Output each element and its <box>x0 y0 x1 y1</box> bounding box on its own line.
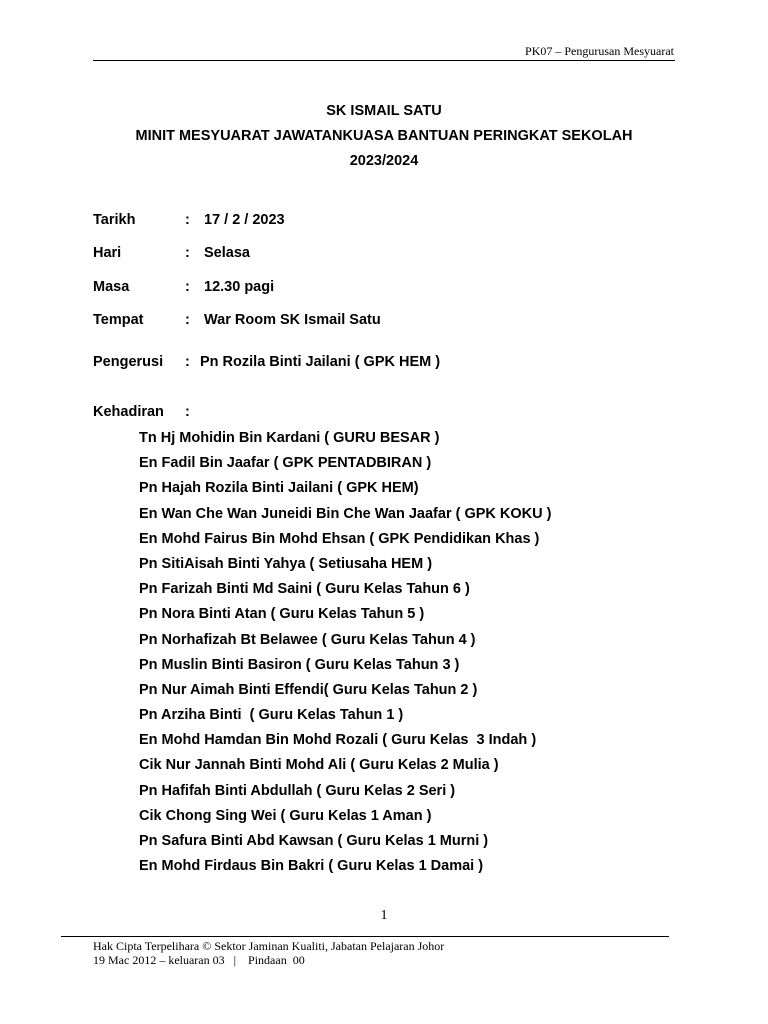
attendee-item: Cik Nur Jannah Binti Mohd Ali ( Guru Kelas 2 Mulia ) <box>139 757 499 774</box>
attendance-label: Kehadiran <box>93 404 164 420</box>
place-value: War Room SK Ismail Satu <box>204 312 381 328</box>
attendee-item: Pn Safura Binti Abd Kawsan ( Guru Kelas 1 Murni ) <box>139 833 489 849</box>
attendee-item: Cik Chong Sing Wei ( Guru Kelas 1 Aman ) <box>139 807 432 824</box>
attendee-item: Pn Norhafizah Bt Belawee ( Guru Kelas Tahun 4 ) <box>139 631 476 648</box>
attendance-colon: : <box>185 404 190 420</box>
place-colon: : <box>185 312 190 328</box>
chairperson-value: Pn Rozila Binti Jailani ( GPK HEM ) <box>200 354 441 370</box>
day-label: Hari <box>93 245 122 261</box>
attendee-item: En Mohd Firdaus Bin Bakri ( Guru Kelas 1 Damai ) <box>139 858 484 875</box>
footer-copyright: Hak Cipta Terpelihara © Sektor Jaminan Kualiti, Jabatan Pelajaran Johor <box>93 939 445 953</box>
attendee-item: En Fadil Bin Jaafar ( GPK PENTADBIRAN ) <box>139 455 432 472</box>
date-colon: : <box>185 212 190 228</box>
day-colon: : <box>185 245 190 261</box>
attendee-item: En Mohd Hamdan Bin Mohd Rozali ( Guru Kelas 3 Indah ) <box>139 732 537 749</box>
header-divider <box>93 60 675 61</box>
attendee-item: Pn SitiAisah Binti Yahya ( Setiusaha HEM ) <box>139 555 433 572</box>
chairperson-label: Pengerusi <box>93 354 164 370</box>
attendee-item: Pn Hafifah Binti Abdullah ( Guru Kelas 2 Seri ) <box>139 782 456 799</box>
attendee-item: Pn Farizah Binti Md Saini ( Guru Kelas Tahun 6 ) <box>139 581 470 598</box>
document-form-reference: PK07 – Pengurusan Mesyuarat <box>525 44 674 58</box>
attendee-item: Pn Nora Binti Atan ( Guru Kelas Tahun 5 ) <box>139 606 425 623</box>
attendee-item: Pn Arziha Binti ( Guru Kelas Tahun 1 ) <box>139 707 404 724</box>
attendee-item: En Mohd Fairus Bin Mohd Ehsan ( GPK Pendidikan Khas ) <box>139 530 540 547</box>
meeting-title-heading: MINIT MESYUARAT JAWATANKUASA BANTUAN PERINGKAT SEKOLAH <box>135 128 633 144</box>
date-value: 17 / 2 / 2023 <box>204 212 285 228</box>
school-name-heading: SK ISMAIL SATU <box>326 103 442 119</box>
place-label: Tempat <box>93 312 144 328</box>
attendee-item: En Wan Che Wan Juneidi Bin Che Wan Jaafar ( GPK KOKU ) <box>139 505 552 522</box>
page-number: 1 <box>380 908 388 923</box>
attendee-item: Pn Hajah Rozila Binti Jailani ( GPK HEM) <box>139 480 419 497</box>
time-colon: : <box>185 279 190 295</box>
attendee-item: Pn Nur Aimah Binti Effendi( Guru Kelas Tahun 2 ) <box>139 681 478 698</box>
chairperson-colon: : <box>185 354 190 370</box>
footer-divider <box>61 936 669 937</box>
attendee-item: Pn Muslin Binti Basiron ( Guru Kelas Tahun 3 ) <box>139 656 460 673</box>
footer-revision: 19 Mac 2012 – keluaran 03 | Pindaan 00 <box>93 953 305 967</box>
time-label: Masa <box>93 279 130 295</box>
attendee-list <box>139 429 551 882</box>
day-value: Selasa <box>204 245 250 261</box>
date-label: Tarikh <box>93 212 136 228</box>
time-value: 12.30 pagi <box>204 279 275 295</box>
attendee-item: Tn Hj Mohidin Bin Kardani ( GURU BESAR ) <box>139 430 440 446</box>
session-year-heading: 2023/2024 <box>349 153 419 169</box>
